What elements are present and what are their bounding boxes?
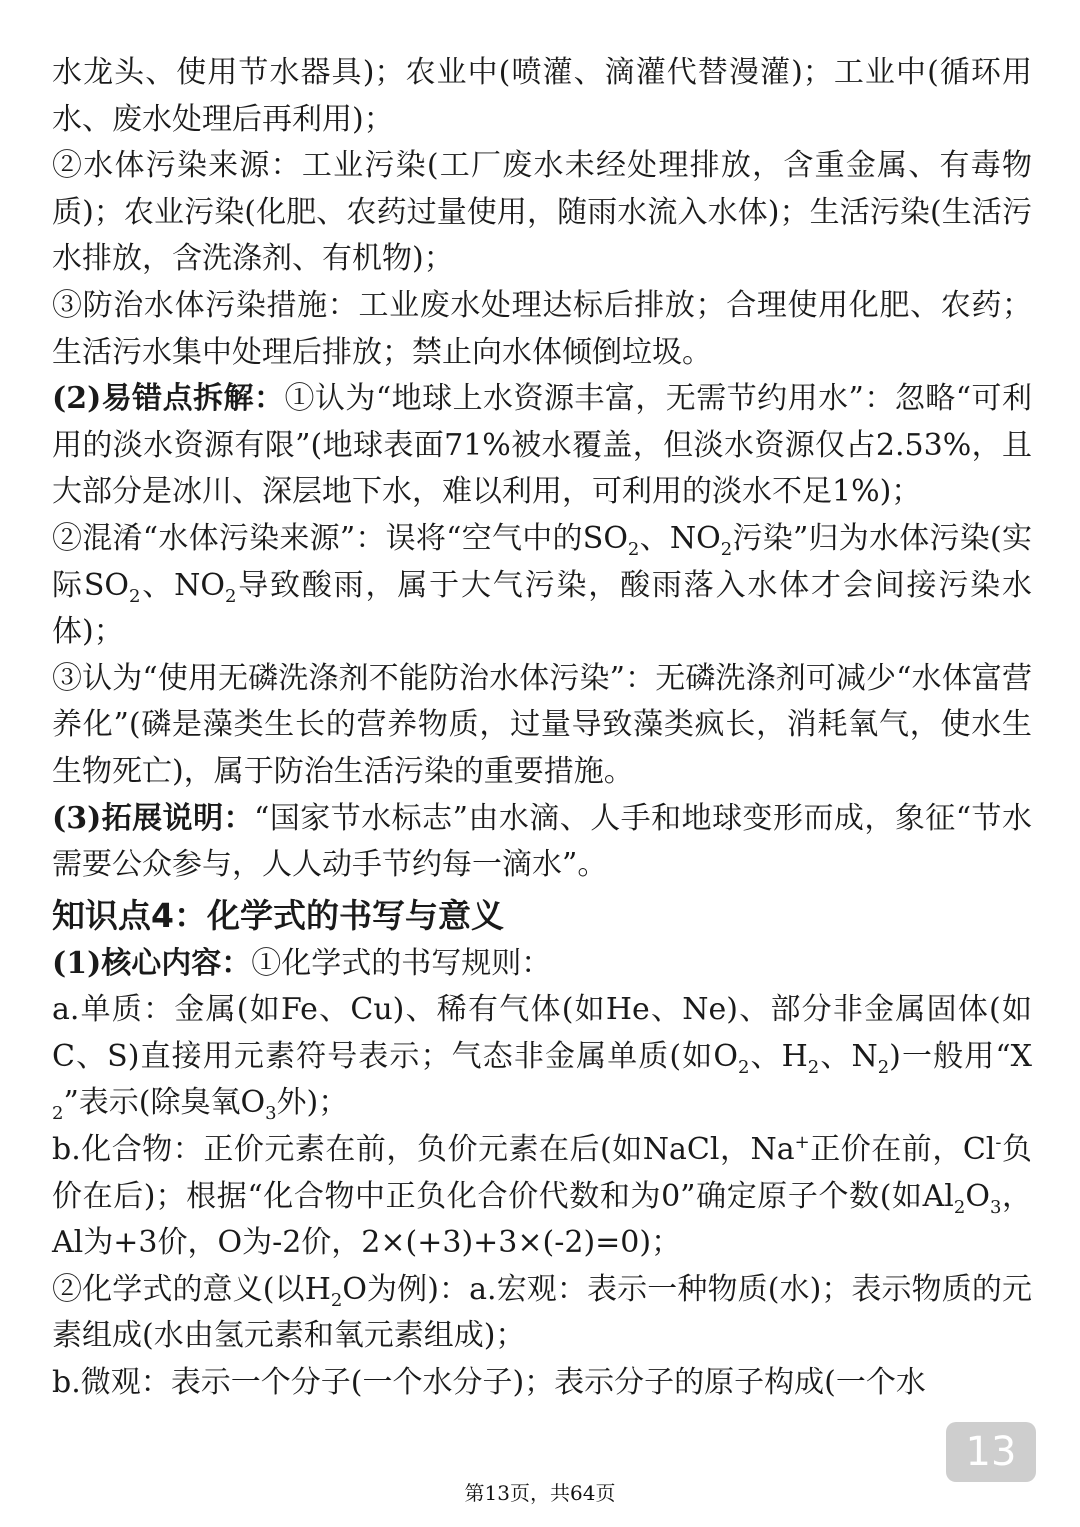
text-run: b.化合物：正价元素在前，负价元素在后(如NaCl，Na	[52, 1132, 795, 1168]
text-run: ”表示(除臭氧O	[63, 1085, 266, 1121]
text-run: 导致酸雨，属于大气污染，酸雨落入水体才会间接污染水体)；	[52, 567, 1032, 650]
document-body	[52, 50, 1032, 1407]
text-run: ②水体污染来源：工业污染(工厂废水未经处理排放，含重金属、有毒物质)；农业污染(化肥、农药过量使用，随雨水流入水体)；生活污染(生活污水排放，含洗涤剂、有机物)；	[52, 148, 1032, 277]
text-run: O为例)：a.宏观：表示一种物质(水)；表示物质的元素组成(水由氢元素和氧元素组成)；	[52, 1271, 1032, 1354]
subscript: 2	[330, 1289, 343, 1311]
page-footer: 第13页，共64页	[464, 1481, 616, 1505]
paragraph	[52, 1360, 1032, 1407]
text-run: ①认为“地球上水资源丰富，无需节约用水”：忽略“可利用的淡水资源有限”(地球表面71%被水覆盖，但淡水资源仅占2.53%，且大部分是冰川、深层地下水，难以利用，可利用的淡水不足1%)；	[52, 381, 1032, 510]
paragraph	[52, 987, 1032, 1127]
subscript: 2	[128, 585, 141, 607]
superscript: -	[995, 1132, 1002, 1154]
subscript: 2	[953, 1196, 966, 1218]
bold-label: (3)拓展说明：	[52, 800, 255, 836]
subscript: 3	[265, 1103, 277, 1125]
text-run: O	[965, 1178, 990, 1214]
text-run: ③认为“使用无磷洗涤剂不能防治水体污染”：无磷洗涤剂可减少“水体富营养化”(磷是藻类生长的营养物质，过量导致藻类疯长，消耗氧气，使水生生物死亡)，属于防治生活污染的重要措施。	[52, 660, 1032, 789]
text-run: “国家节水标志”由水滴、人手和地球变形而成，象征“节水需要公众参与，人人动手节约每一滴水”。	[52, 800, 1033, 883]
paragraph	[52, 283, 1032, 376]
page-number-badge: 13	[946, 1422, 1036, 1482]
text-run: 污染”归为水体污染(实际SO	[52, 520, 1032, 603]
subscript: 2	[224, 585, 237, 607]
bold-label: (1)核心内容：	[52, 945, 252, 981]
paragraph	[52, 376, 1032, 516]
subscript: 2	[720, 538, 733, 560]
text-run: ，Al为+3价，O为-2价，2×(+3)+3×(-2)=0)；	[52, 1178, 1032, 1261]
subscript: 2	[52, 1103, 64, 1125]
text-run: 、H	[749, 1038, 808, 1074]
paragraph	[52, 143, 1032, 283]
text-run: 正价在前，Cl	[809, 1132, 996, 1168]
paragraph	[52, 50, 1032, 143]
bold-label: (2)易错点拆解：	[52, 381, 285, 417]
paragraph	[52, 941, 1032, 988]
text-run: 、N	[819, 1038, 878, 1074]
text-run: a.单质：金属(如Fe、Cu)、稀有气体(如He、Ne)、部分非金属固体(如C、S)直接用元素符号表示；气态非金属单质(如O	[52, 992, 1032, 1074]
paragraph	[52, 1267, 1032, 1360]
text-run: 水龙头、使用节水器具)；农业中(喷灌、滴灌代替漫灌)；工业中(循环用水、废水处理后再利用)；	[52, 55, 1032, 137]
subscript: 2	[737, 1056, 750, 1078]
text-run: 负价在后)；根据“化合物中正负化合价代数和为0”确定原子个数(如Al	[52, 1132, 1033, 1214]
paragraph	[52, 516, 1032, 656]
subscript: 2	[807, 1056, 820, 1078]
text-run: 知识点4：化学式的书写与意义	[52, 895, 504, 935]
text-run: 、NO	[639, 520, 721, 556]
section-heading	[52, 891, 1032, 941]
paragraph	[52, 656, 1032, 796]
text-run: ①化学式的书写规则：	[251, 945, 552, 981]
paragraph	[52, 796, 1032, 889]
text-run: 、NO	[140, 567, 225, 603]
subscript: 3	[989, 1196, 1002, 1218]
text-run: 外)；	[276, 1085, 349, 1121]
text-run: ②混淆“水体污染来源”：误将“空气中的SO	[52, 520, 628, 556]
subscript: 2	[627, 538, 640, 560]
text-run: )一般用“X	[889, 1038, 1033, 1074]
paragraph	[52, 1127, 1032, 1267]
text-run: ③防治水体污染措施：工业废水处理达标后排放；合理使用化肥、农药；生活污水集中处理后排放；禁止向水体倾倒垃圾。	[52, 287, 1032, 370]
text-run: b.微观：表示一个分子(一个水分子)；表示分子的原子构成(一个水	[52, 1365, 926, 1401]
superscript: +	[794, 1132, 810, 1154]
text-run: ②化学式的意义(以H	[52, 1271, 331, 1307]
subscript: 2	[877, 1056, 890, 1078]
